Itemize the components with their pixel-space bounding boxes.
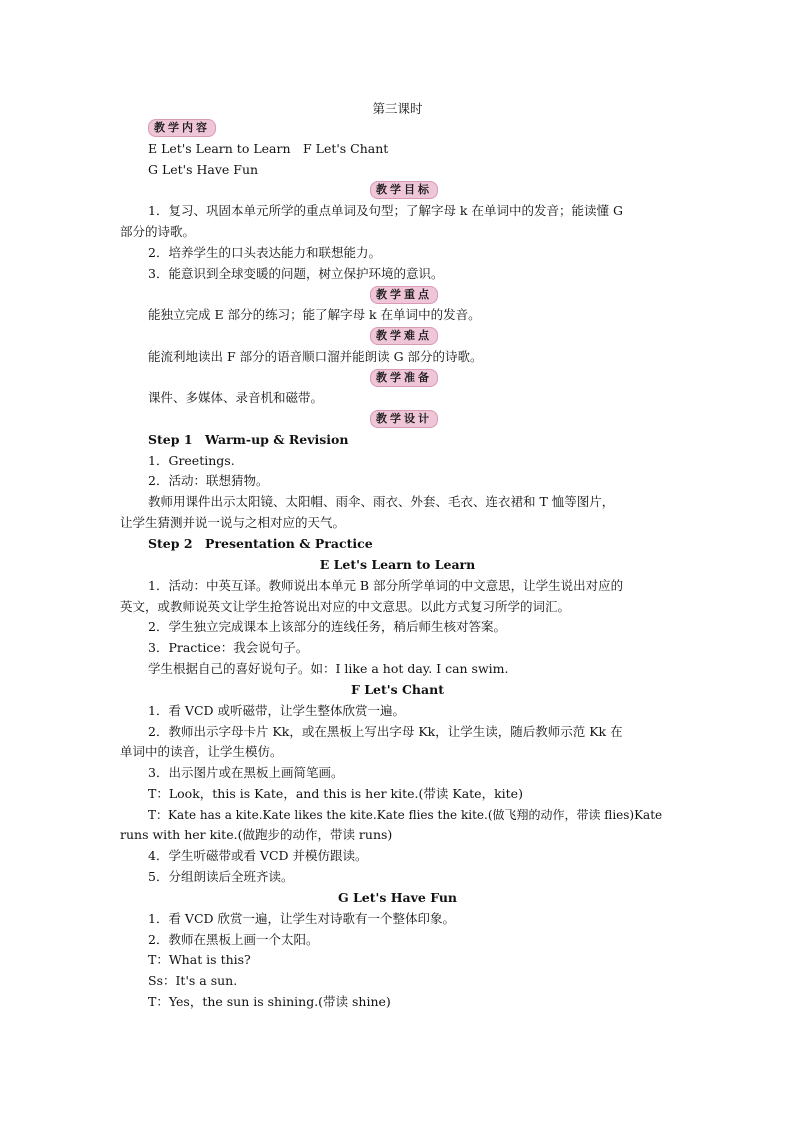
label-teaching-key: 教学重点 xyxy=(370,286,438,304)
step1-line-3b: 让学生猜测并说一说与之相对应的天气。 xyxy=(120,515,346,530)
content-line-1: E Let's Learn to Learn F Let's Chant xyxy=(148,141,389,156)
section-f-title: F Let's Chant xyxy=(351,682,444,697)
g-line-1: 1．看 VCD 欣赏一遍，让学生对诗歌有一个整体印象。 xyxy=(148,911,456,926)
step1-line-2: 2．活动：联想猜物。 xyxy=(148,473,269,488)
key-text: 能独立完成 E 部分的练习；能了解字母 k 在单词中的发音。 xyxy=(148,307,481,322)
g-line-5: T：Yes，the sun is shining.(带读 shine) xyxy=(148,994,391,1009)
step1-heading: Step 1 Warm-up & Revision xyxy=(148,432,349,447)
step2-heading: Step 2 Presentation & Practice xyxy=(148,536,373,551)
g-line-2: 2．教师在黑板上画一个太阳。 xyxy=(148,932,319,947)
f-line-6: 4．学生听磁带或看 VCD 并模仿跟读。 xyxy=(148,848,368,863)
step1-line-3a: 教师用课件出示太阳镜、太阳帽、雨伞、雨衣、外套、毛衣、连衣裙和 T 恤等图片， xyxy=(148,494,615,509)
e-line-1b: 英文，或教师说英文让学生抢答说出对应的中文意思。以此方式复习所学的词汇。 xyxy=(120,599,571,614)
f-line-5b: runs with her kite.(做跑步的动作，带读 runs) xyxy=(120,827,393,842)
f-line-1: 1．看 VCD 或听磁带，让学生整体欣赏一遍。 xyxy=(148,703,406,718)
e-line-2: 2．学生独立完成课本上该部分的连线任务，稍后师生核对答案。 xyxy=(148,619,506,634)
e-line-4: 学生根据自己的喜好说句子。如：I like a hot day. I can swim. xyxy=(148,661,509,676)
step1-line-1: 1．Greetings. xyxy=(148,453,235,468)
f-line-2b: 单词中的读音，让学生模仿。 xyxy=(120,744,283,759)
goal-1-line-1: 1．复习、巩固本单元所学的重点单词及句型；了解字母 k 在单词中的发音；能读懂 G xyxy=(148,203,623,218)
goal-2: 2．培养学生的口头表达能力和联想能力。 xyxy=(148,245,381,260)
g-line-3: T：What is this? xyxy=(148,952,251,967)
e-line-1a: 1．活动：中英互译。教师说出本单元 B 部分所学单词的中文意思，让学生说出对应的 xyxy=(148,578,624,593)
lesson-title: 第三课时 xyxy=(372,101,423,116)
f-line-7: 5．分组朗读后全班齐读。 xyxy=(148,869,294,884)
label-teaching-prep: 教学准备 xyxy=(370,369,438,387)
label-teaching-design: 教学设计 xyxy=(370,410,438,428)
label-teaching-content: 教学内容 xyxy=(148,119,216,137)
section-e-title: E Let's Learn to Learn xyxy=(319,557,476,572)
f-line-4: T：Look，this is Kate，and this is her kite.(带读 Kate，kite) xyxy=(148,786,523,801)
label-teaching-difficulty: 教学难点 xyxy=(370,327,438,345)
g-line-4: Ss：It's a sun. xyxy=(148,973,238,988)
f-line-2a: 2．教师出示字母卡片 Kk，或在黑板上写出字母 Kk，让学生读，随后教师示范 Kk 在 xyxy=(148,724,623,739)
e-line-3: 3．Practice：我会说句子。 xyxy=(148,640,309,655)
prep-text: 课件、多媒体、录音机和磁带。 xyxy=(148,390,324,405)
section-g-title: G Let's Have Fun xyxy=(337,890,458,905)
f-line-5a: T：Kate has a kite.Kate likes the kite.Kate flies the kite.(做飞翔的动作，带读 flies)Kate xyxy=(148,808,663,822)
content-line-2: G Let's Have Fun xyxy=(148,162,259,177)
f-line-3: 3．出示图片或在黑板上画简笔画。 xyxy=(148,765,344,780)
difficulty-text: 能流利地读出 F 部分的语音顺口溜并能朗读 G 部分的诗歌。 xyxy=(148,349,483,364)
goal-3: 3．能意识到全球变暖的问题，树立保护环境的意识。 xyxy=(148,266,444,281)
goal-1-line-2: 部分的诗歌。 xyxy=(120,224,196,239)
label-teaching-goals: 教学目标 xyxy=(370,181,438,199)
